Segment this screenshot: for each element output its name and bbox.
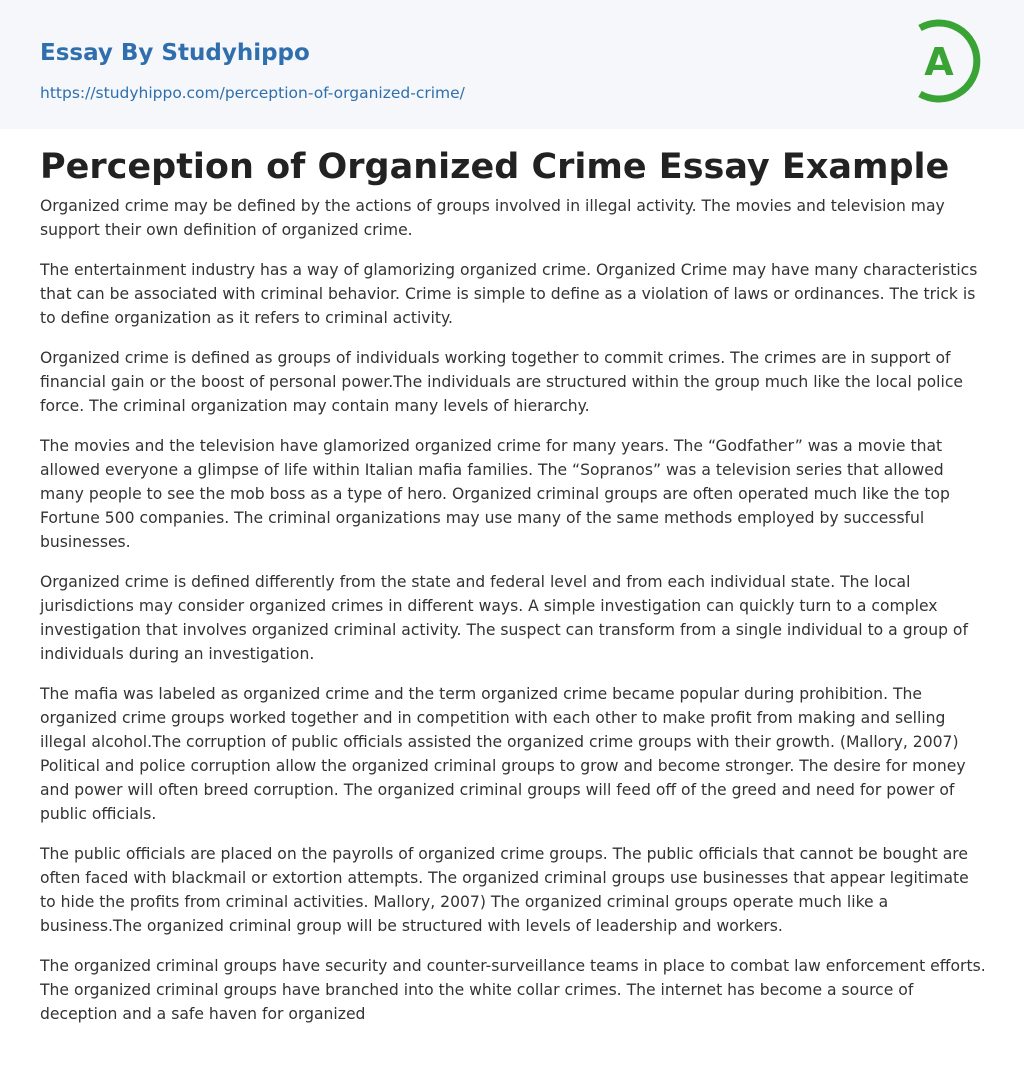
paragraph: Organized crime is defined differently from the state and federal level and from each individual state. The local jurisdictions may consider organized crimes in different ways. A simple investigation can quickly turn to a complex investigation that involves organized criminal activity. The suspect can transform from a single individual to a group of individuals during an investigation. — [40, 573, 968, 663]
paragraph: Organized crime is defined as groups of individuals working together to commit crimes. The crimes are in support of financial gain or the boost of personal power.The individuals are structured within the group much like the local police force. The criminal organization may contain many levels of hierarchy. — [40, 349, 964, 415]
paragraph: The public officials are placed on the payrolls of organized crime groups. The public officials that cannot be bought are often faced with blackmail or extortion attempts. The organized criminal groups use businesses that appear legitimate to hide the profits from criminal activities. Mallory, 2007) The organized criminal groups operate much like a business.The organized criminal group will be structured with levels of leadership and workers. — [40, 845, 969, 935]
paragraph: The mafia was labeled as organized crime and the term organized crime became popular during prohibition. The organized crime groups worked together and in competition with each other to make profit from making and selling illegal alcohol.The corruption of public officials assisted the organized crime groups with their growth. (Mallory, 2007) Political and police corruption allow the organized criminal groups to grow and become stronger. The desire for money and power will often breed corruption. The organized criminal groups will feed off of the greed and need for power of public officials. — [40, 685, 966, 823]
logo-letter: A — [924, 40, 954, 84]
page-title: Perception of Organized Crime Essay Example — [40, 147, 950, 187]
page-url-link[interactable]: https://studyhippo.com/perception-of-organized-crime/ — [40, 84, 465, 102]
studyhippo-logo-icon[interactable] — [910, 18, 988, 106]
site-header — [0, 0, 1024, 129]
paragraph: Organized crime may be defined by the actions of groups involved in illegal activity. The movies and television may support their own definition of organized crime. — [40, 197, 945, 239]
paragraph: The entertainment industry has a way of glamorizing organized crime. Organized Crime may have many characteristics that can be associated with criminal behavior. Crime is simple to define as a violation of laws or ordinances. The trick is to define organization as it refers to criminal activity. — [40, 261, 978, 327]
essay-body — [40, 194, 988, 1042]
site-brand[interactable]: Essay By Studyhippo — [40, 40, 310, 66]
paragraph: The organized criminal groups have security and counter-surveillance teams in place to combat law enforcement efforts. The organized criminal groups have branched into the white collar crimes. The internet has become a source of deception and a safe haven for organized — [40, 957, 986, 1023]
paragraph: The movies and the television have glamorized organized crime for many years. The “Godfather” was a movie that allowed everyone a glimpse of life within Italian mafia families. The “Sopranos” was a television series that allowed many people to see the mob boss as a type of hero. Organized criminal groups are often operated much like the top Fortune 500 companies. The criminal organizations may use many of the same methods employed by successful businesses. — [40, 437, 950, 551]
